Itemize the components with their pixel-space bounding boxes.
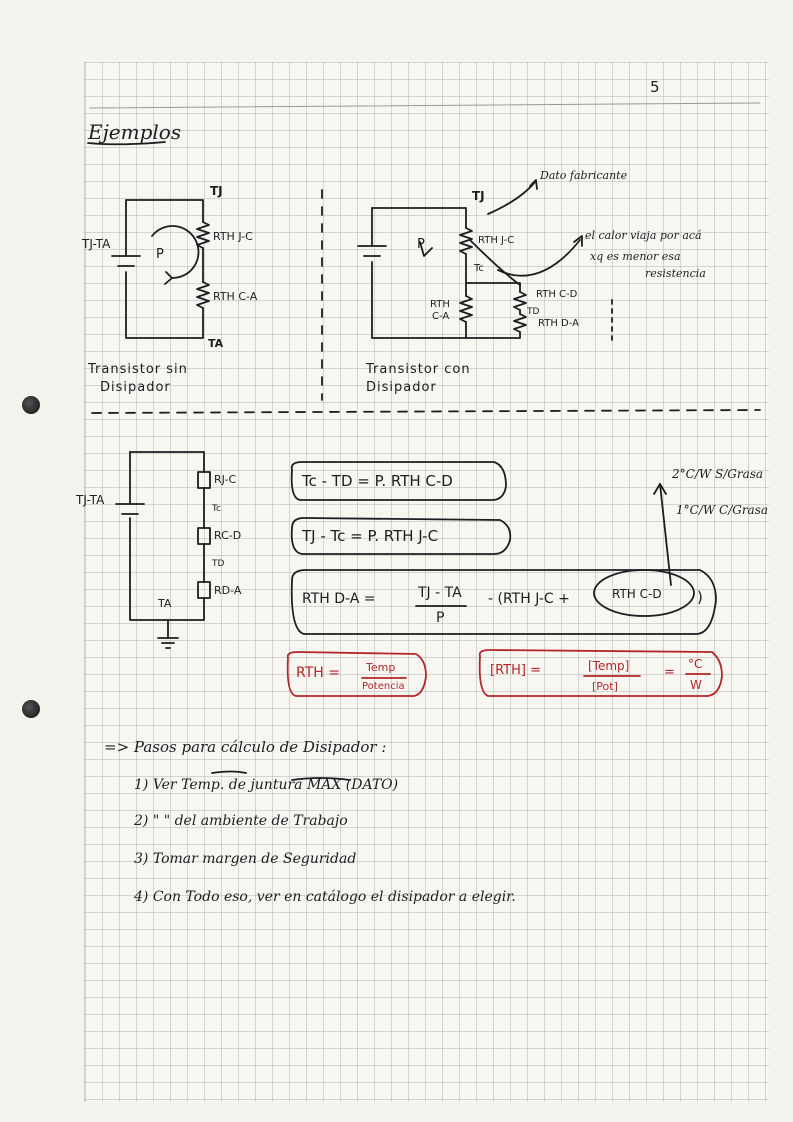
label-tj: TJ: [472, 189, 485, 203]
caption-line2: Disipador: [100, 380, 171, 395]
note-heat-line3: resistencia: [645, 267, 706, 280]
label-rth-jc: RTH J-C: [478, 235, 515, 246]
rth-units-lhs: [RTH] =: [490, 663, 541, 678]
equation-3-lhs: RTH D-A =: [302, 591, 376, 607]
step-item: 4) Con Todo eso, ver en catálogo el disipador a elegir.: [134, 889, 516, 905]
page-number: 5: [650, 78, 660, 96]
equation-3-numerator: TJ - TA: [418, 585, 462, 601]
label-ta: TA: [208, 337, 224, 350]
label-rth-ca: RTH C-A: [213, 290, 258, 303]
rth-definition-denominator: Potencia: [362, 681, 405, 692]
rth-definition-numerator: Temp: [366, 661, 396, 674]
equation-3-term: - (RTH J-C +: [488, 591, 570, 607]
thermal-ladder-circuit: [116, 452, 210, 648]
label-power: P: [156, 247, 164, 262]
equation-1: Tc - TD = P. RTH C-D: [302, 472, 453, 490]
unit-numerator: °C: [688, 657, 703, 671]
step-item: 3) Tomar margen de Seguridad: [134, 851, 357, 867]
label-rth-cd: RTH C-D: [536, 289, 578, 300]
note-grease-without: 2°C/W S/Grasa: [672, 467, 764, 481]
page-title: Ejemplos: [88, 120, 182, 144]
label-source: TJ-TA: [76, 493, 105, 507]
step-item: 1) Ver Temp. de juntura MAX (DATO): [134, 777, 399, 793]
note-grease-with: 1°C/W C/Grasa: [676, 503, 769, 517]
label-tj: TJ: [210, 184, 223, 198]
equation-3-denominator: P: [436, 610, 445, 626]
label-rjc: RJ-C: [214, 473, 237, 486]
label-rth: RTH: [430, 299, 450, 310]
rth-units-denominator: [Pot]: [592, 680, 618, 693]
label-rda: RD-A: [214, 584, 242, 597]
steps-heading: => Pasos para cálculo de Disipador :: [104, 738, 387, 756]
unit-denominator: W: [690, 678, 702, 692]
step-item: 2) " " del ambiente de Trabajo: [134, 813, 348, 829]
label-rcd: RC-D: [214, 529, 242, 542]
label-tc: Tc: [474, 263, 484, 274]
equation-2: TJ - Tc = P. RTH J-C: [302, 527, 439, 545]
equation-3-close: ): [697, 588, 703, 606]
note-manufacturer: Dato fabricante: [540, 169, 628, 182]
label-rth-jc: RTH J-C: [213, 230, 253, 243]
note-heat-line1: el calor viaja por acá: [585, 229, 702, 242]
label-ca: C-A: [432, 311, 450, 322]
circuit-without-heatsink: [112, 200, 209, 338]
label-td: TD: [212, 559, 225, 569]
rth-definition-lhs: RTH =: [296, 665, 340, 681]
rth-units-equals: =: [664, 665, 675, 680]
label-power: P: [417, 237, 425, 252]
caption-line1: Transistor con: [366, 362, 471, 377]
label-tc: Tc: [212, 504, 221, 514]
label-rth-da: RTH D-A: [538, 318, 579, 329]
note-heat-line2: xq es menor esa: [590, 250, 681, 263]
caption-line2: Disipador: [366, 380, 437, 395]
caption-line1: Transistor sin: [88, 362, 188, 377]
equation-3-term-circled: RTH C-D: [612, 587, 662, 601]
label-ta: TA: [158, 597, 172, 610]
label-td: TD: [527, 307, 540, 317]
label-source: TJ-TA: [82, 237, 111, 251]
rth-units-numerator: [Temp]: [588, 659, 630, 673]
